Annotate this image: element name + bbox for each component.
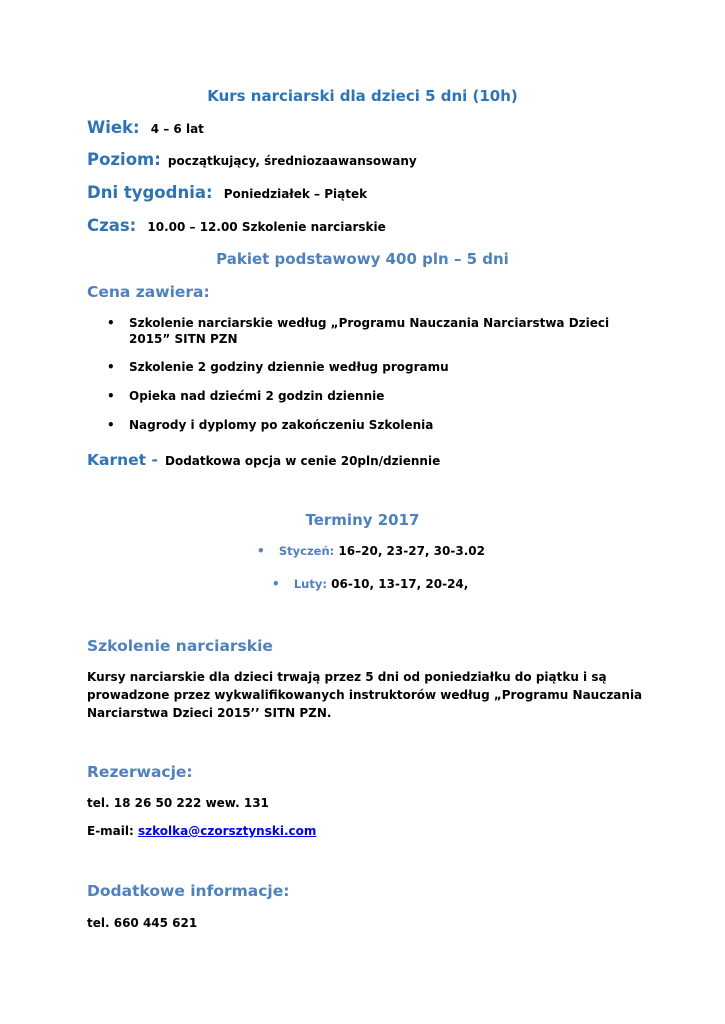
training-text: Kursy narciarskie dla dzieci trwają przez 5 dni od poniedziałku do piątku i są prowadzone przez wykwalifikowanych instruktorów według „Programu Nauczania Narciarstwa Dzieci 2015’’ SITN PZN. [87,670,643,720]
terms-heading: Terminy 2017 [305,511,420,529]
karnet-value: Dodatkowa opcja w cenie 20pln/dziennie [165,454,441,468]
list-item-text: Szkolenie narciarskie według „Programu Nauczania Narciarstwa Dzieci 2015” SITN PZN [129,316,610,346]
term-dates: 16–20, 23-27, 30-3.02 [338,544,485,558]
includes-list [103,315,643,433]
package-title-row [0,249,725,268]
time-row [87,216,386,235]
age-value: 4 – 6 lat [150,122,204,136]
time-value: 10.00 – 12.00 Szkolenie narciarskie [147,220,386,234]
bullet-icon: • [272,577,280,591]
term-entry [257,544,485,558]
term-month: Styczeń: [278,544,335,558]
training-heading: Szkolenie narciarskie [87,637,273,655]
time-label: Czas: [87,216,137,235]
list-item [103,388,643,404]
reservations-heading: Rezerwacje: [87,763,193,781]
bullet-icon: • [107,360,115,374]
list-item [103,315,639,347]
bullet-icon: • [107,316,115,330]
email-label: E-mail: [87,824,134,838]
bullet-icon: • [257,544,265,558]
list-item-text: Nagrody i dyplomy po zakończeniu Szkolenia [129,418,434,432]
karnet-label: Karnet - [87,451,158,469]
days-row [87,183,367,202]
list-item [103,359,643,375]
level-row [87,150,417,169]
terms-heading-row [0,510,725,529]
includes-heading: Cena zawiera: [87,283,210,301]
list-item-text: Opieka nad dziećmi 2 godzin dziennie [129,389,385,403]
reservations-email-row [87,824,316,838]
page-title: Kurs narciarski dla dzieci 5 dni (10h) [207,87,518,105]
term-month: Luty: [293,577,327,591]
additional-phone: tel. 660 445 621 [87,916,198,930]
age-row [87,118,204,137]
reservations-phone: tel. 18 26 50 222 wew. 131 [87,796,269,810]
days-label: Dni tygodnia: [87,183,213,202]
karnet-row [87,450,440,469]
age-label: Wiek: [87,118,140,137]
bullet-icon: • [107,389,115,403]
days-value: Poniedziałek – Piątek [223,187,368,201]
list-item [103,417,643,433]
level-label: Poziom: [87,150,161,169]
level-value: początkujący, średniozaawansowany [167,154,417,168]
list-item-text: Szkolenie 2 godziny dziennie według programu [129,360,449,374]
term-entry [272,577,468,591]
additional-heading: Dodatkowe informacje: [87,882,290,900]
package-title: Pakiet podstawowy 400 pln – 5 dni [216,250,509,268]
bullet-icon: • [107,418,115,432]
term-dates: 06-10, 13-17, 20-24, [331,577,469,591]
email-link[interactable]: szkolka@czorsztynski.com [138,824,317,838]
